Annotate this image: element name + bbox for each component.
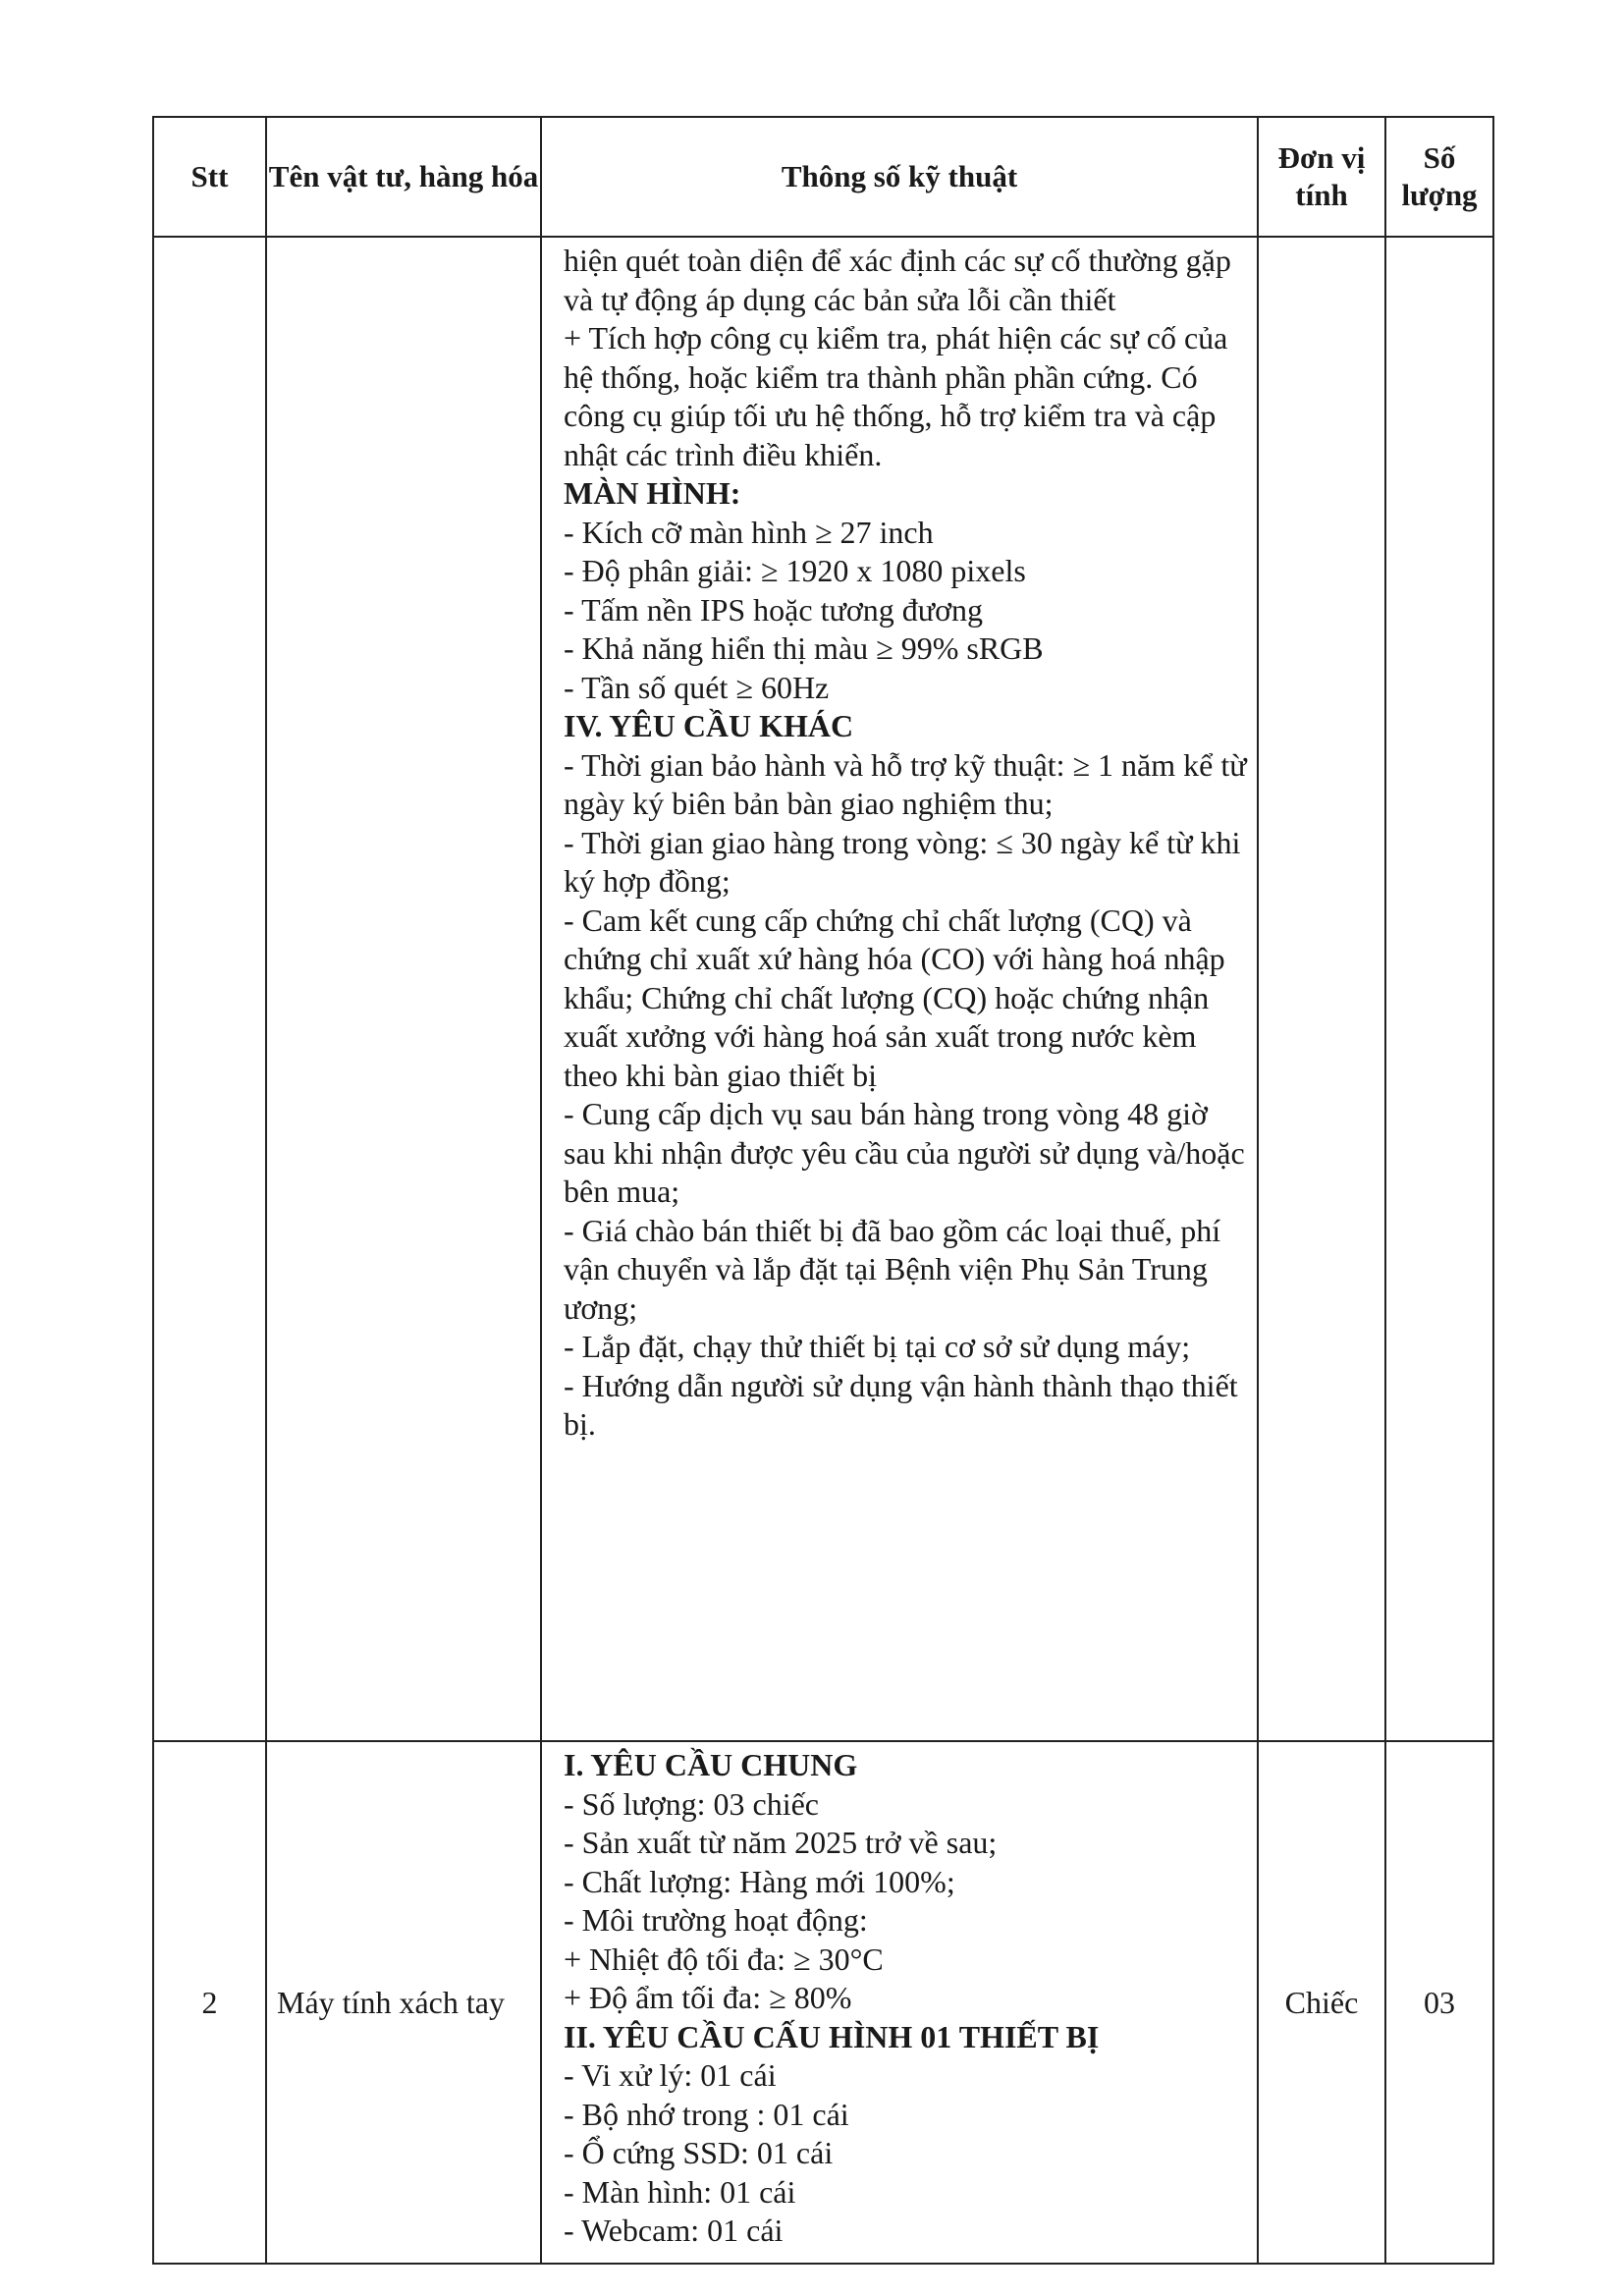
row2-qty: 03 <box>1385 1741 1493 2264</box>
spec-line: - Môi trường hoạt động: <box>564 1902 868 1938</box>
spec-line: + Độ ẩm tối đa: ≥ 80% <box>564 1980 852 2015</box>
spec-line: - Độ phân giải: ≥ 1920 x 1080 pixels <box>564 553 1026 588</box>
spec-line: - Thời gian bảo hành và hỗ trợ kỹ thuật: ≥ 1 năm kể từ ngày ký biên bản bàn giao nghiệm thu; <box>564 746 1247 821</box>
row2-name: Máy tính xách tay <box>266 1741 541 2264</box>
header-name: Tên vật tư, hàng hóa <box>266 117 541 237</box>
spec-line: - Khả năng hiển thị màu ≥ 99% sRGB <box>564 630 1044 666</box>
spec-line: - Hướng dẫn người sử dụng vận hành thành thạo thiết bị. <box>564 1367 1238 1442</box>
spec-line: - Tấm nền IPS hoặc tương đương <box>564 591 983 628</box>
spec-line: - Giá chào bán thiết bị đã bao gồm các loại thuế, phí vận chuyển và lắp đặt tại Bệnh viện Phụ Sản Trung ương; <box>564 1212 1221 1326</box>
spec-line: - Vi xử lý: 01 cái <box>564 2057 777 2093</box>
table-row <box>153 237 1493 1741</box>
header-stt: Stt <box>153 117 266 237</box>
header-spec: Thông số kỹ thuật <box>541 117 1258 237</box>
section-heading-general: I. YÊU CẦU CHUNG <box>564 1747 858 1782</box>
row1-stt <box>153 237 266 1741</box>
spec-line: - Sản xuất từ năm 2025 trở về sau; <box>564 1825 998 1860</box>
spec-line: - Lắp đặt, chạy thử thiết bị tại cơ sở sử dụng máy; <box>564 1329 1191 1364</box>
spec-line: - Cung cấp dịch vụ sau bán hàng trong vòng 48 giờ sau khi nhận được yêu cầu của người sử dụng và/hoặc bên mua; <box>564 1096 1245 1209</box>
spec-line: - Webcam: 01 cái <box>564 2213 784 2248</box>
row2-spec <box>541 1741 1258 2264</box>
row1-name <box>266 237 541 1741</box>
spec-line: - Bộ nhớ trong : 01 cái <box>564 2096 849 2132</box>
header-unit: Đơn vị tính <box>1258 117 1385 237</box>
section-heading-config: II. YÊU CẦU CẤU HÌNH 01 THIẾT BỊ <box>564 2018 1100 2054</box>
specification-table <box>152 116 1494 2265</box>
row2-stt: 2 <box>153 1741 266 2264</box>
spec-line: - Tần số quét ≥ 60Hz <box>564 669 830 705</box>
row1-spec <box>541 237 1258 1741</box>
spec-line: - Màn hình: 01 cái <box>564 2173 796 2210</box>
spec-line: - Cam kết cung cấp chứng chỉ chất lượng (CQ) và chứng chỉ xuất xứ hàng hóa (CO) với hàng hoá nhập khẩu; Chứng chỉ chất lượng (CQ) hoặc chứng nhận xuất xưởng với hàng hoá sản xuất trong nước kèm theo khi bàn giao thiết bị <box>564 902 1225 1093</box>
section-heading-other: IV. YÊU CẦU KHÁC <box>564 708 854 743</box>
spec-line: - Thời gian giao hàng trong vòng: ≤ 30 ngày kể từ khi ký hợp đồng; <box>564 824 1241 899</box>
header-qty: Số lượng <box>1385 117 1493 237</box>
spec-line: - Chất lượng: Hàng mới 100%; <box>564 1863 955 1899</box>
spec-line: + Nhiệt độ tối đa: ≥ 30°C <box>564 1941 884 1977</box>
table-row <box>153 1741 1493 2264</box>
row1-unit <box>1258 237 1385 1741</box>
section-heading-monitor: MÀN HÌNH: <box>564 475 741 511</box>
row2-unit: Chiếc <box>1258 1741 1385 2264</box>
row1-qty <box>1385 237 1493 1741</box>
spec-line: - Ổ cứng SSD: 01 cái <box>564 2135 834 2170</box>
spec-line: hiện quét toàn diện để xác định các sự cố thường gặp và tự động áp dụng các bản sửa lỗi cần thiết <box>564 243 1231 317</box>
table-header-row <box>153 117 1493 237</box>
spec-line: - Số lượng: 03 chiếc <box>564 1785 819 1822</box>
spec-line: + Tích hợp công cụ kiểm tra, phát hiện các sự cố của hệ thống, hoặc kiểm tra thành phần phần cứng. Có công cụ giúp tối ưu hệ thống, hỗ trợ kiểm tra và cập nhật các trình điều khiển. <box>564 320 1228 472</box>
spec-line: - Kích cỡ màn hình ≥ 27 inch <box>564 514 934 550</box>
